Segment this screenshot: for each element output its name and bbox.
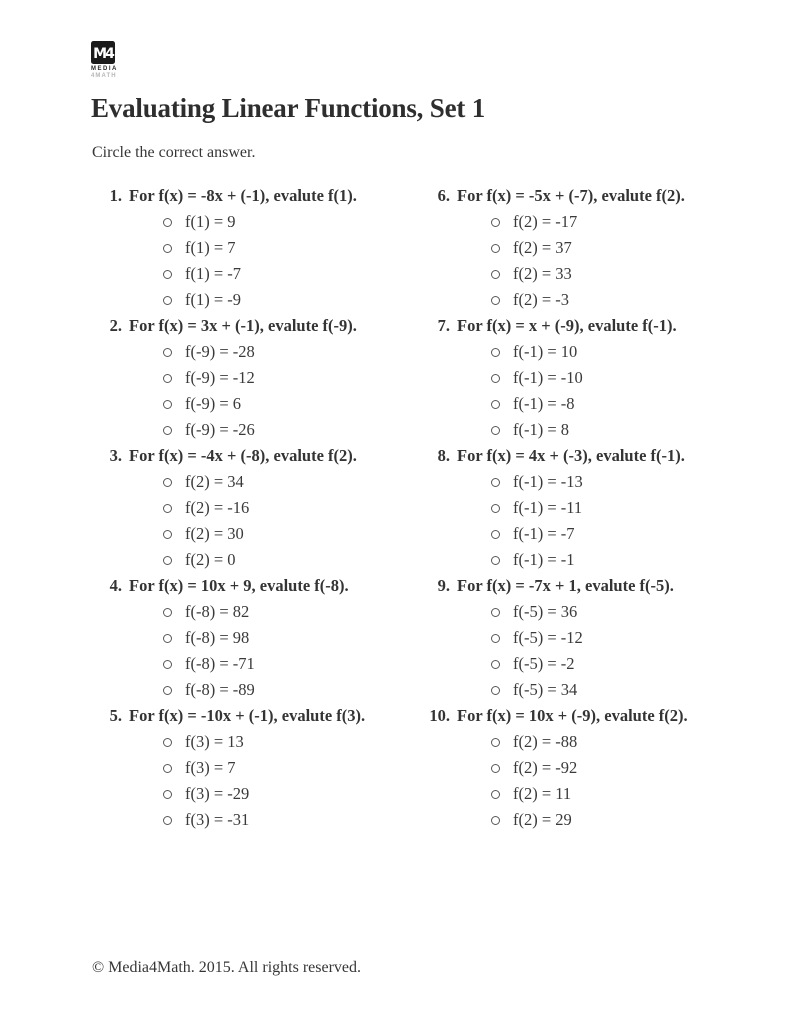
logo-m4-glyph: M4 bbox=[93, 46, 113, 62]
question-text: For f(x) = -7x + 1, evalute f(-5). bbox=[457, 576, 674, 595]
answer-option[interactable] bbox=[92, 287, 422, 313]
answer-option-text: f(-8) = -71 bbox=[185, 654, 255, 673]
circle-bullet-icon bbox=[491, 348, 500, 357]
answer-option-text: f(2) = -3 bbox=[513, 290, 570, 309]
question-text: For f(x) = 3x + (-1), evalute f(-9). bbox=[129, 316, 357, 335]
circle-bullet-icon bbox=[491, 790, 500, 799]
answer-option[interactable] bbox=[420, 651, 770, 677]
circle-bullet-icon bbox=[163, 790, 172, 799]
answer-option[interactable] bbox=[420, 755, 770, 781]
answer-option-text: f(-8) = -89 bbox=[185, 680, 255, 699]
circle-bullet-icon bbox=[491, 218, 500, 227]
circle-bullet-icon bbox=[163, 504, 172, 513]
answer-option-text: f(2) = -16 bbox=[185, 498, 250, 517]
question-text: For f(x) = -10x + (-1), evalute f(3). bbox=[129, 706, 366, 725]
question-text: For f(x) = x + (-9), evalute f(-1). bbox=[457, 316, 677, 335]
circle-bullet-icon bbox=[163, 738, 172, 747]
question-line bbox=[92, 443, 422, 469]
circle-bullet-icon bbox=[491, 686, 500, 695]
answer-option[interactable] bbox=[92, 469, 422, 495]
circle-bullet-icon bbox=[491, 530, 500, 539]
answer-option[interactable] bbox=[420, 807, 770, 833]
question-number: 6. bbox=[437, 186, 450, 205]
circle-bullet-icon bbox=[163, 478, 172, 487]
circle-bullet-icon bbox=[163, 348, 172, 357]
question-text: For f(x) = 10x + (-9), evalute f(2). bbox=[457, 706, 688, 725]
question-text: For f(x) = 4x + (-3), evalute f(-1). bbox=[457, 446, 685, 465]
answer-option-text: f(3) = 13 bbox=[185, 732, 244, 751]
circle-bullet-icon bbox=[163, 426, 172, 435]
question-text: For f(x) = -5x + (-7), evalute f(2). bbox=[457, 186, 685, 205]
circle-bullet-icon bbox=[491, 738, 500, 747]
circle-bullet-icon bbox=[163, 296, 172, 305]
answer-option[interactable] bbox=[420, 781, 770, 807]
problem-item bbox=[92, 443, 422, 573]
answer-option[interactable] bbox=[420, 417, 770, 443]
circle-bullet-icon bbox=[163, 816, 172, 825]
answer-option-text: f(2) = 11 bbox=[513, 784, 572, 803]
question-text: For f(x) = -8x + (-1), evalute f(1). bbox=[129, 186, 357, 205]
circle-bullet-icon bbox=[163, 634, 172, 643]
answer-option-text: f(2) = 30 bbox=[185, 524, 244, 543]
answer-option-text: f(1) = -9 bbox=[185, 290, 242, 309]
question-line bbox=[420, 443, 770, 469]
answer-option[interactable] bbox=[92, 677, 422, 703]
question-number: 8. bbox=[437, 446, 450, 465]
answer-option-text: f(2) = 37 bbox=[513, 238, 572, 257]
answer-option[interactable] bbox=[92, 781, 422, 807]
answer-option-text: f(3) = -31 bbox=[185, 810, 250, 829]
circle-bullet-icon bbox=[491, 374, 500, 383]
answer-option-text: f(3) = 7 bbox=[185, 758, 236, 777]
circle-bullet-icon bbox=[163, 530, 172, 539]
circle-bullet-icon bbox=[491, 504, 500, 513]
answer-option-text: f(-9) = -26 bbox=[185, 420, 255, 439]
instruction-text: Circle the correct answer. bbox=[92, 144, 256, 161]
answer-option-text: f(2) = 0 bbox=[185, 550, 236, 569]
problem-item bbox=[92, 313, 422, 443]
answer-option[interactable] bbox=[420, 391, 770, 417]
circle-bullet-icon bbox=[491, 608, 500, 617]
circle-bullet-icon bbox=[163, 686, 172, 695]
circle-bullet-icon bbox=[491, 296, 500, 305]
answer-option[interactable] bbox=[92, 729, 422, 755]
answer-option-text: f(-1) = -13 bbox=[513, 472, 583, 491]
answer-option[interactable] bbox=[92, 807, 422, 833]
media4math-logo-icon bbox=[91, 41, 115, 64]
answer-option-text: f(-8) = 82 bbox=[185, 602, 250, 621]
question-number: 5. bbox=[109, 706, 122, 725]
answer-option-text: f(2) = 29 bbox=[513, 810, 572, 829]
circle-bullet-icon bbox=[163, 218, 172, 227]
answer-option[interactable] bbox=[420, 365, 770, 391]
logo-media-text: MEDIA bbox=[91, 66, 118, 72]
circle-bullet-icon bbox=[491, 270, 500, 279]
answer-option[interactable] bbox=[420, 235, 770, 261]
answer-option[interactable] bbox=[420, 495, 770, 521]
answer-option[interactable] bbox=[92, 495, 422, 521]
answer-option-text: f(-5) = -12 bbox=[513, 628, 583, 647]
media4math-logo bbox=[91, 41, 161, 79]
answer-option-text: f(2) = -92 bbox=[513, 758, 578, 777]
answer-option[interactable] bbox=[92, 625, 422, 651]
answer-option[interactable] bbox=[420, 729, 770, 755]
circle-bullet-icon bbox=[163, 660, 172, 669]
answer-option[interactable] bbox=[92, 391, 422, 417]
question-line bbox=[420, 573, 770, 599]
answer-option-text: f(-1) = -7 bbox=[513, 524, 575, 543]
answer-option-text: f(-1) = 10 bbox=[513, 342, 578, 361]
answer-option-text: f(2) = 33 bbox=[513, 264, 572, 283]
answer-option-text: f(2) = 34 bbox=[185, 472, 244, 491]
answer-option-text: f(-5) = -2 bbox=[513, 654, 575, 673]
copyright-text: © Media4Math. 2015. All rights reserved. bbox=[92, 959, 361, 976]
page-title: Evaluating Linear Functions, Set 1 bbox=[91, 93, 486, 123]
question-number: 9. bbox=[437, 576, 450, 595]
question-number: 7. bbox=[437, 316, 450, 335]
problems-column-right bbox=[420, 183, 770, 833]
question-line bbox=[92, 573, 422, 599]
circle-bullet-icon bbox=[491, 634, 500, 643]
answer-option[interactable] bbox=[420, 287, 770, 313]
problem-item bbox=[420, 313, 770, 443]
problem-item bbox=[420, 573, 770, 703]
circle-bullet-icon bbox=[163, 244, 172, 253]
answer-option[interactable] bbox=[420, 599, 770, 625]
answer-option[interactable] bbox=[92, 755, 422, 781]
answer-option-text: f(-1) = -1 bbox=[513, 550, 575, 569]
answer-option-text: f(1) = 7 bbox=[185, 238, 236, 257]
logo-4math-text: 4MATH bbox=[91, 73, 117, 79]
answer-option[interactable] bbox=[420, 339, 770, 365]
problem-item bbox=[420, 443, 770, 573]
circle-bullet-icon bbox=[491, 764, 500, 773]
answer-option[interactable] bbox=[92, 417, 422, 443]
problem-item bbox=[92, 183, 422, 313]
answer-option[interactable] bbox=[92, 261, 422, 287]
answer-option[interactable] bbox=[92, 209, 422, 235]
answer-option[interactable] bbox=[92, 547, 422, 573]
answer-option-text: f(2) = -17 bbox=[513, 212, 578, 231]
question-line bbox=[420, 183, 770, 209]
problems-column-left bbox=[92, 183, 422, 833]
question-number: 10. bbox=[429, 706, 450, 725]
question-line bbox=[92, 703, 422, 729]
question-text: For f(x) = -4x + (-8), evalute f(2). bbox=[129, 446, 357, 465]
circle-bullet-icon bbox=[163, 608, 172, 617]
question-line bbox=[92, 313, 422, 339]
question-number: 2. bbox=[109, 316, 122, 335]
question-line bbox=[420, 313, 770, 339]
circle-bullet-icon bbox=[491, 244, 500, 253]
answer-option-text: f(-1) = -11 bbox=[513, 498, 583, 517]
problem-item bbox=[92, 703, 422, 833]
question-line bbox=[420, 703, 770, 729]
answer-option[interactable] bbox=[420, 261, 770, 287]
question-number: 1. bbox=[109, 186, 122, 205]
question-number: 4. bbox=[109, 576, 122, 595]
circle-bullet-icon bbox=[163, 374, 172, 383]
answer-option[interactable] bbox=[420, 521, 770, 547]
answer-option-text: f(-1) = -8 bbox=[513, 394, 575, 413]
answer-option[interactable] bbox=[92, 521, 422, 547]
circle-bullet-icon bbox=[491, 400, 500, 409]
answer-option[interactable] bbox=[92, 651, 422, 677]
circle-bullet-icon bbox=[491, 426, 500, 435]
answer-option-text: f(-5) = 36 bbox=[513, 602, 578, 621]
question-text: For f(x) = 10x + 9, evalute f(-8). bbox=[129, 576, 349, 595]
answer-option-text: f(-9) = 6 bbox=[185, 394, 242, 413]
answer-option[interactable] bbox=[92, 339, 422, 365]
answer-option[interactable] bbox=[420, 547, 770, 573]
problem-item bbox=[420, 703, 770, 833]
circle-bullet-icon bbox=[163, 556, 172, 565]
answer-option-text: f(-1) = 8 bbox=[513, 420, 570, 439]
circle-bullet-icon bbox=[163, 764, 172, 773]
problem-item bbox=[92, 573, 422, 703]
answer-option-text: f(1) = 9 bbox=[185, 212, 236, 231]
question-number: 3. bbox=[109, 446, 122, 465]
answer-option-text: f(2) = -88 bbox=[513, 732, 578, 751]
circle-bullet-icon bbox=[491, 660, 500, 669]
answer-option[interactable] bbox=[92, 365, 422, 391]
answer-option-text: f(3) = -29 bbox=[185, 784, 250, 803]
circle-bullet-icon bbox=[163, 400, 172, 409]
answer-option-text: f(-8) = 98 bbox=[185, 628, 250, 647]
circle-bullet-icon bbox=[163, 270, 172, 279]
answer-option-text: f(-9) = -12 bbox=[185, 368, 255, 387]
answer-option[interactable] bbox=[92, 235, 422, 261]
question-line bbox=[92, 183, 422, 209]
circle-bullet-icon bbox=[491, 478, 500, 487]
answer-option[interactable] bbox=[420, 469, 770, 495]
answer-option[interactable] bbox=[420, 209, 770, 235]
answer-option-text: f(-9) = -28 bbox=[185, 342, 255, 361]
answer-option[interactable] bbox=[420, 677, 770, 703]
answer-option-text: f(-1) = -10 bbox=[513, 368, 583, 387]
problem-item bbox=[420, 183, 770, 313]
answer-option[interactable] bbox=[420, 625, 770, 651]
answer-option-text: f(-5) = 34 bbox=[513, 680, 578, 699]
circle-bullet-icon bbox=[491, 816, 500, 825]
circle-bullet-icon bbox=[491, 556, 500, 565]
answer-option-text: f(1) = -7 bbox=[185, 264, 242, 283]
answer-option[interactable] bbox=[92, 599, 422, 625]
